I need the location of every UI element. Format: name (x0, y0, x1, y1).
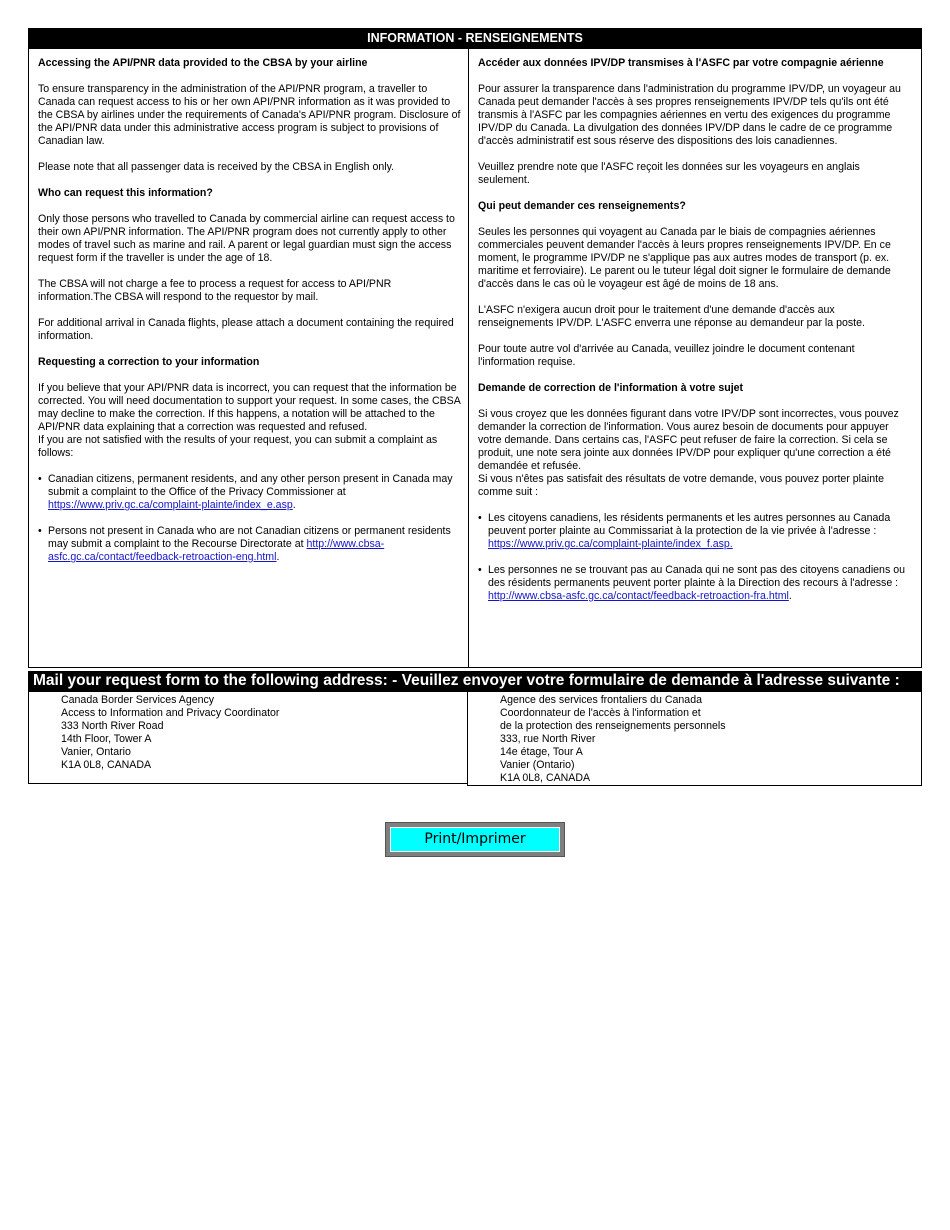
list-item (38, 473, 461, 512)
section-heading: Qui peut demander ces renseignements? (478, 200, 686, 212)
paragraph: Please note that all passenger data is received by the CBSA in English only. (38, 161, 395, 173)
paragraph: Only those persons who travelled to Canada by commercial airline can request access to their own API/PNR information. The API/PNR program does not currently apply to other modes of travel such as marine and rail. A parent or legal guardian must sign the access request form if the traveller is under the age of 18. (38, 213, 455, 264)
paragraph: Veuillez prendre note que l'ASFC reçoit les données sur les voyageurs en anglais seulement. (478, 161, 860, 186)
paragraph: Pour assurer la transparence dans l'administration du programme IPV/DP, un voyageur au Canada peut demander l'accès à ses propres renseignements IPV/DP tels qu'ils ont été transmis à l'ASFC par les compagnies aériennes en vertu des exigences du programme IPV/DP du Canada. La divulgation des données IPV/DP dans le cadre de ce programme d'accès administratif est sous réserve des dispositions des lois canadiennes. (478, 83, 901, 147)
address-line: Vanier (Ontario) (500, 759, 575, 771)
recourse-directorate-link[interactable]: http://www.cbsa-asfc.gc.ca/contact/feedback-retroaction-eng.html (48, 538, 385, 563)
bullet-icon: • (478, 512, 482, 524)
list-item-text: Persons not present in Canada who are not Canadian citizens or permanent residents may submit a complaint to the Recourse Directorate at (48, 525, 451, 550)
paragraph: L'ASFC n'exigera aucun droit pour le traitement d'une demande d'accès aux renseignements IPV/DP. L'ASFC enverra une réponse au demandeur par la poste. (478, 304, 865, 329)
list-item-text: Les citoyens canadiens, les résidents permanents et les autres personnes au Canada peuvent porter plainte au Commissariat à la protection de la vie privée à l'adresse : (488, 512, 891, 537)
privacy-commissioner-link[interactable]: https://www.priv.gc.ca/complaint-plainte/index_e.asp (48, 499, 293, 511)
direction-recours-link[interactable]: http://www.cbsa-asfc.gc.ca/contact/feedback-retroaction-fra.html (488, 590, 789, 602)
paragraph: If you believe that your API/PNR data is incorrect, you can request that the information be corrected. You will need documentation to support your request. In some cases, the CBSA may decline to make the correction. If this happens, a notation will be attached to the API/PNR data explaining that a correction was requested and refused. (38, 382, 461, 433)
paragraph: Pour toute autre vol d'arrivée au Canada, veuillez joindre le document contenant l'information requise. (478, 343, 855, 368)
address-line: Coordonnateur de l'accès à l'information et (500, 707, 701, 719)
paragraph: To ensure transparency in the administration of the API/PNR program, a traveller to Canada can request access to his or her own API/PNR information as it was provided to the CBSA by airlines under the requirements of Canada's API/PNR program. Disclosure of the API/PNR data under this administrative access program is subject to provisions of Canadian law. (38, 83, 461, 147)
paragraph: For additional arrival in Canada flights, please attach a document containing the required information. (38, 317, 454, 342)
print-button[interactable] (385, 822, 565, 857)
address-line: Canada Border Services Agency (61, 694, 215, 706)
english-info-panel (28, 48, 469, 668)
punctuation: . (276, 551, 280, 563)
paragraph: Si vous croyez que les données figurant dans votre IPV/DP sont incorrectes, vous pouvez demander la correction de l'information. Vous aurez besoin de documents pour appuyer votre demande. Dans certains cas, l'ASFC peut refuser de faire la correction. Si cela se produit, une note sera jointe aux données IPV/DP pour expliquer qu'une correction a été demandée et refusée. (478, 408, 899, 472)
bullet-icon: • (38, 525, 42, 537)
address-line: de la protection des renseignements personnels (500, 720, 726, 732)
list-item-text: Canadian citizens, permanent residents, and any other person present in Canada may submit a complaint to the Office of the Privacy Commissioner at (48, 473, 453, 498)
section-heading: Accessing the API/PNR data provided to the CBSA by your airline (38, 57, 368, 69)
punctuation: . (788, 590, 792, 602)
address-line: Agence des services frontaliers du Canada (500, 694, 702, 706)
section-heading: Who can request this information? (38, 187, 213, 199)
list-item (38, 525, 461, 564)
bullet-icon: • (38, 473, 42, 485)
french-info-panel (468, 48, 922, 668)
address-line: 333 North River Road (61, 720, 164, 732)
bullet-icon: • (478, 564, 482, 576)
paragraph: The CBSA will not charge a fee to process a request for access to API/PNR information.The CBSA will respond to the requestor by mail. (38, 278, 392, 303)
section-heading: Accéder aux données IPV/DP transmises à l'ASFC par votre compagnie aérienne (478, 57, 884, 69)
list-item-text: Les personnes ne se trouvant pas au Canada qui ne sont pas des citoyens canadiens ou des résidents permanents peuvent porter plainte à la Direction des recours à l'adresse : (488, 564, 905, 589)
list-item (478, 564, 911, 603)
address-line: K1A 0L8, CANADA (500, 772, 591, 784)
address-line: Vanier, Ontario (61, 746, 131, 758)
address-french (467, 691, 922, 786)
address-line: 14th Floor, Tower A (61, 733, 152, 745)
address-english (28, 691, 468, 784)
address-line: Access to Information and Privacy Coordinator (61, 707, 280, 719)
paragraph: Seules les personnes qui voyagent au Canada par le biais de compagnies aériennes commerciales peuvent demander l'accès à leurs propres renseignements IPV/DP. En ce moment, le programme IPV/DP ne s'applique pas aux autres modes de transport (p. ex. maritime et ferroviaire). Le parent ou le tuteur légal doit signer le formulaire de demande d'accès dans le cas où le voyageur est âgé de moins de 18 ans. (478, 226, 891, 290)
paragraph: Si vous n'êtes pas satisfait des résultats de votre demande, vous pouvez porter plainte comme suit : (478, 473, 884, 498)
section-heading: Demande de correction de l'information à votre sujet (478, 382, 744, 394)
punctuation: . (292, 499, 296, 511)
commissariat-link[interactable]: https://www.priv.gc.ca/complaint-plainte/index_f.asp. (488, 538, 733, 550)
address-line: 333, rue North River (500, 733, 596, 745)
mail-address-banner: Mail your request form to the following address: - Veuillez envoyer votre formulaire de demande à l'adresse suivante : (28, 671, 922, 691)
info-banner: INFORMATION - RENSEIGNEMENTS (28, 28, 922, 48)
print-button-label: Print/Imprimer (390, 827, 560, 852)
address-line: K1A 0L8, CANADA (61, 759, 152, 771)
list-item (478, 512, 911, 551)
address-line: 14e étage, Tour A (500, 746, 583, 758)
section-heading: Requesting a correction to your information (38, 356, 260, 368)
paragraph: If you are not satisfied with the results of your request, you can submit a complaint as follows: (38, 434, 438, 459)
